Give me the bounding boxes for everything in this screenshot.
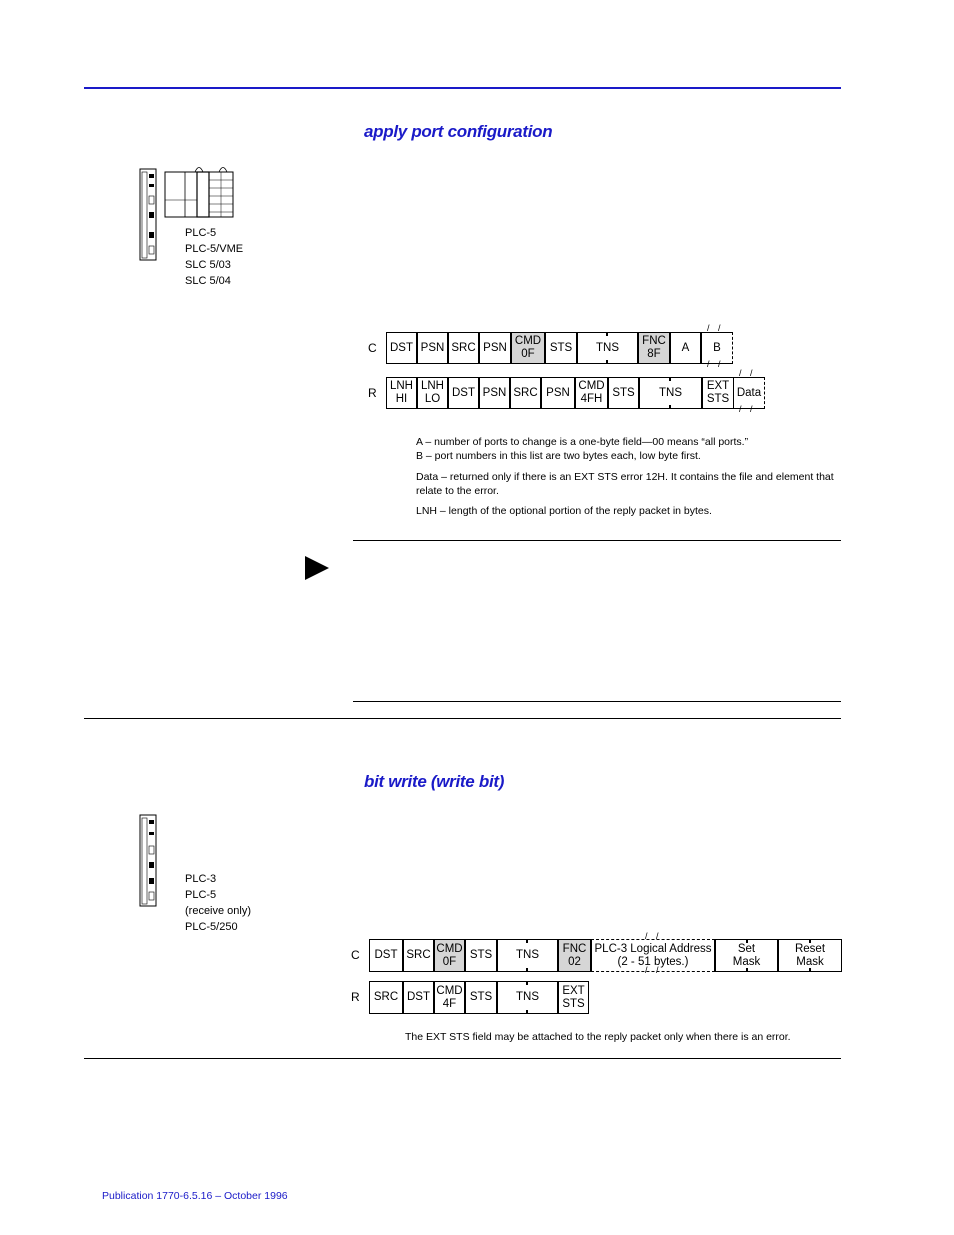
packet-field-set-mask: Set Mask bbox=[715, 939, 778, 972]
packet-field-lnh-lo: LNH LO bbox=[417, 377, 448, 409]
byte-divider-tick bbox=[526, 981, 528, 985]
processor-item: SLC 5/04 bbox=[185, 275, 231, 287]
packet-field-sts: STS bbox=[545, 332, 577, 364]
processor-item: PLC-5 bbox=[185, 889, 217, 901]
command-row-label: C bbox=[351, 948, 360, 962]
packet-field-cmd: CMD 4FH bbox=[575, 377, 608, 409]
byte-divider-tick bbox=[746, 968, 748, 972]
plc-rack-icon bbox=[139, 814, 159, 908]
packet-field-dst: DST bbox=[369, 939, 403, 972]
packet-field-src: SRC bbox=[403, 939, 434, 972]
byte-divider-tick bbox=[746, 939, 748, 943]
byte-divider-tick bbox=[809, 939, 811, 943]
packet-field-tns: TNS bbox=[639, 377, 702, 409]
packet-field-psn: PSN bbox=[541, 377, 575, 409]
byte-divider-tick bbox=[669, 405, 671, 409]
arrow-right-icon bbox=[305, 556, 329, 580]
top-rule bbox=[84, 87, 841, 89]
field-break-mark: / / bbox=[739, 404, 756, 414]
processor-item: PLC-5/250 bbox=[185, 921, 238, 933]
callout-bottom-rule bbox=[353, 701, 841, 702]
field-break-mark: / / bbox=[739, 368, 756, 378]
packet-field-b: B bbox=[701, 332, 733, 364]
packet-field-psn: PSN bbox=[479, 377, 510, 409]
packet-field-psn: PSN bbox=[417, 332, 448, 364]
byte-divider-tick bbox=[526, 939, 528, 943]
note-ext-sts: The EXT STS field may be attached to the reply packet only when there is an error. bbox=[405, 1031, 791, 1043]
note-data: Data – returned only if there is an EXT STS error 12H. It contains the file and element that relate to the error. bbox=[416, 471, 834, 497]
note-a: A – number of ports to change is a one-byte field—00 means “all ports.” bbox=[416, 436, 749, 448]
packet-field-logical-address: PLC-3 Logical Address (2 - 51 bytes.) bbox=[591, 939, 715, 972]
byte-divider-tick bbox=[606, 332, 608, 336]
byte-divider-tick bbox=[526, 968, 528, 972]
packet-field-psn: PSN bbox=[479, 332, 511, 364]
processor-item: PLC-5/VME bbox=[185, 243, 244, 255]
publication-footer: Publication 1770-6.5.16 – October 1996 bbox=[102, 1190, 288, 1202]
section1-processor-list bbox=[185, 225, 243, 289]
processor-item: (receive only) bbox=[185, 905, 252, 917]
note-lnh: LNH – length of the optional portion of the reply packet in bytes. bbox=[416, 505, 712, 517]
packet-field-src: SRC bbox=[448, 332, 479, 364]
packet-field-sts: STS bbox=[465, 939, 497, 972]
packet-field-sts: STS bbox=[465, 981, 497, 1014]
section-divider bbox=[84, 718, 841, 719]
packet-field-fnc: FNC 02 bbox=[558, 939, 591, 972]
packet-field-src: SRC bbox=[369, 981, 403, 1014]
reply-row-label: R bbox=[351, 990, 360, 1004]
byte-divider-tick bbox=[606, 360, 608, 364]
byte-divider-tick bbox=[669, 377, 671, 381]
packet-field-src: SRC bbox=[510, 377, 541, 409]
packet-field-dst: DST bbox=[403, 981, 434, 1014]
packet-field-dst: DST bbox=[386, 332, 417, 364]
section2-title: bit write (write bit) bbox=[364, 772, 505, 791]
byte-divider-tick bbox=[526, 1010, 528, 1014]
section2-processor-list bbox=[185, 871, 251, 935]
packet-field-cmd: CMD 0F bbox=[511, 332, 545, 364]
byte-divider-tick bbox=[809, 968, 811, 972]
packet-field-sts: STS bbox=[608, 377, 639, 409]
packet-field-tns: TNS bbox=[497, 939, 558, 972]
command-row-label: C bbox=[368, 341, 377, 355]
field-break-mark: / / bbox=[707, 323, 724, 333]
packet-field-a: A bbox=[670, 332, 701, 364]
processor-item: PLC-5 bbox=[185, 227, 217, 239]
note-b: B – port numbers in this list are two bytes each, low byte first. bbox=[416, 450, 701, 462]
packet-field-ext-sts: EXT STS bbox=[702, 377, 734, 409]
packet-field-tns: TNS bbox=[577, 332, 638, 364]
packet-field-reset-mask: Reset Mask bbox=[778, 939, 842, 972]
section1-title: apply port configuration bbox=[364, 122, 553, 141]
packet-field-cmd: CMD 0F bbox=[434, 939, 465, 972]
field-break-mark: / / bbox=[645, 965, 662, 975]
reply-row-label: R bbox=[368, 386, 377, 400]
packet-field-cmd: CMD 4F bbox=[434, 981, 465, 1014]
callout-top-rule bbox=[353, 540, 841, 541]
processor-item: SLC 5/03 bbox=[185, 259, 231, 271]
packet-field-data: Data bbox=[734, 377, 765, 409]
packet-field-ext-sts: EXT STS bbox=[558, 981, 589, 1014]
packet-field-tns: TNS bbox=[497, 981, 558, 1014]
packet-field-dst: DST bbox=[448, 377, 479, 409]
bottom-rule bbox=[84, 1058, 841, 1059]
processor-item: PLC-3 bbox=[185, 873, 217, 885]
field-break-mark: / / bbox=[645, 931, 662, 941]
field-break-mark: / / bbox=[707, 359, 724, 369]
packet-field-lnh-hi: LNH HI bbox=[386, 377, 417, 409]
packet-field-fnc: FNC 8F bbox=[638, 332, 670, 364]
